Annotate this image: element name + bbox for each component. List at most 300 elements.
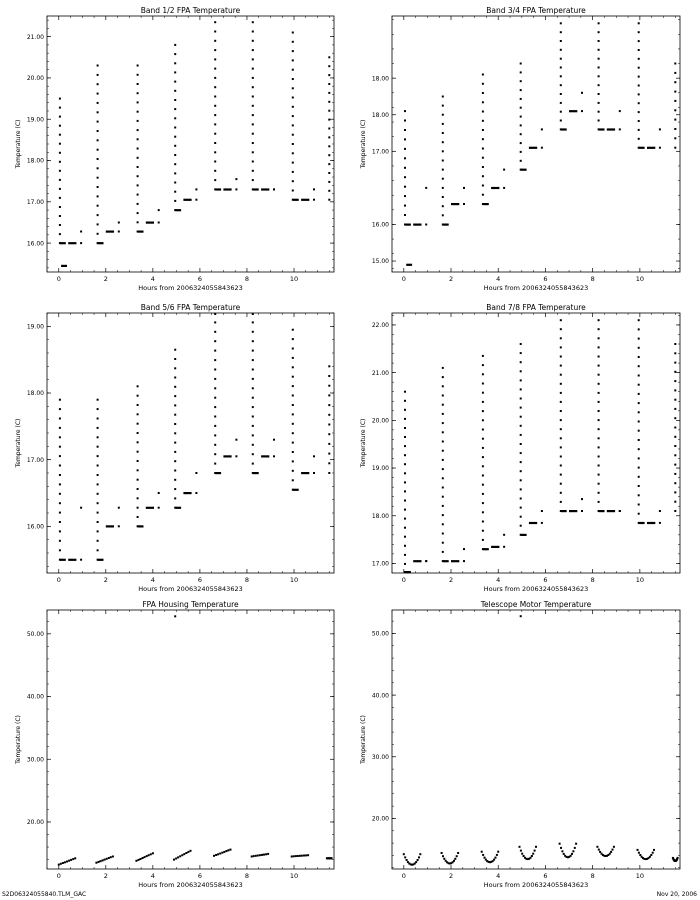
spike-point <box>442 505 444 507</box>
spike-point <box>598 437 600 439</box>
data-point <box>195 199 197 201</box>
spike-point <box>482 148 484 150</box>
spike-point <box>638 93 640 95</box>
motor-point <box>441 852 443 854</box>
housing-point <box>175 858 177 860</box>
x-axis-label: Hours from 2006324055843623 <box>138 881 243 889</box>
spike-point <box>442 542 444 544</box>
spike-point <box>59 143 61 145</box>
spike-point <box>97 130 99 132</box>
spike-point <box>482 111 484 113</box>
spike-point <box>59 125 61 127</box>
housing-point <box>62 862 64 864</box>
spike-point <box>97 195 99 197</box>
spike-point <box>292 87 294 89</box>
data-run <box>183 199 191 201</box>
data-point <box>581 498 583 500</box>
spike-point <box>520 379 522 381</box>
housing-point <box>100 860 102 862</box>
spike-point <box>674 100 676 102</box>
spike-point <box>252 397 254 399</box>
data-point <box>235 455 237 457</box>
spike-point <box>638 328 640 330</box>
spike-point <box>137 516 139 518</box>
spike-point <box>560 75 562 77</box>
spike-point <box>598 383 600 385</box>
spike-point <box>174 136 176 138</box>
housing-point <box>297 855 299 857</box>
data-point <box>463 203 465 205</box>
spike-point <box>292 115 294 117</box>
spike-point <box>404 138 406 140</box>
spike-point <box>214 434 216 436</box>
spike-point <box>59 465 61 467</box>
spike-point <box>674 63 676 65</box>
spike-point <box>442 132 444 134</box>
spike-point <box>674 473 676 475</box>
x-tick-label: 10 <box>635 872 645 880</box>
spike-point <box>560 492 562 494</box>
data-point <box>425 224 427 226</box>
y-tick-label: 19.00 <box>371 465 389 473</box>
spike-point <box>252 434 254 436</box>
x-tick-label: 0 <box>56 872 61 880</box>
spike-point <box>638 76 640 78</box>
spike-point <box>520 107 522 109</box>
y-axis-label: Temperature (C) <box>360 418 367 468</box>
spike-point <box>520 361 522 363</box>
spike-point <box>404 157 406 159</box>
motor-point <box>535 846 537 848</box>
spike-point <box>560 328 562 330</box>
spike-point <box>404 148 406 150</box>
spike-point <box>252 151 254 153</box>
motor-point <box>598 849 600 851</box>
data-run <box>301 199 309 201</box>
data-run <box>529 147 537 149</box>
motor-point <box>638 852 640 854</box>
data-run <box>106 231 114 233</box>
spike-point <box>404 400 406 402</box>
spike-point <box>328 190 330 192</box>
spike-point <box>482 502 484 504</box>
motor-point <box>457 852 459 854</box>
x-tick-label: 0 <box>401 872 406 880</box>
spike-point <box>174 470 176 472</box>
spike-point <box>214 378 216 380</box>
spike-point <box>137 184 139 186</box>
spike-point <box>404 129 406 131</box>
spike-point <box>442 376 444 378</box>
spike-point <box>442 459 444 461</box>
housing-point <box>307 854 309 856</box>
motor-point <box>456 855 458 857</box>
spike-point <box>328 110 330 112</box>
data-run <box>647 147 655 149</box>
spike-point <box>97 493 99 495</box>
spike-point <box>252 49 254 51</box>
spike-point <box>59 179 61 181</box>
data-point <box>463 560 465 562</box>
spike-point <box>520 498 522 500</box>
data-point <box>425 560 427 562</box>
housing-point <box>185 852 187 854</box>
y-axis-label: Temperature (C) <box>15 119 22 169</box>
spike-point <box>598 446 600 448</box>
spike-point <box>404 545 406 547</box>
x-axis-label: Hours from 2006324055843623 <box>483 284 589 292</box>
spike-point <box>520 370 522 372</box>
spike-point <box>560 40 562 42</box>
x-tick-label: 2 <box>448 275 454 283</box>
spike-point <box>598 419 600 421</box>
spike-point <box>404 463 406 465</box>
spike-point <box>252 86 254 88</box>
data-run <box>146 222 154 224</box>
spike-point <box>252 142 254 144</box>
spike-point <box>214 68 216 70</box>
motor-point <box>534 850 536 852</box>
spike-point <box>59 98 61 100</box>
spike-point <box>292 470 294 472</box>
spike-point <box>598 465 600 467</box>
spike-point <box>252 331 254 333</box>
plot-frame <box>47 16 334 272</box>
spike-point <box>97 399 99 401</box>
spike-point <box>560 58 562 60</box>
spike-point <box>404 120 406 122</box>
spike-point <box>482 185 484 187</box>
y-tick-label: 20.00 <box>26 819 44 827</box>
y-tick-label: 50.00 <box>26 631 44 639</box>
motor-point <box>418 856 420 858</box>
spike-point <box>292 413 294 415</box>
motor-point <box>609 853 611 855</box>
data-run <box>106 525 114 527</box>
data-point <box>195 472 197 474</box>
spike-point <box>442 404 444 406</box>
spike-point <box>442 96 444 98</box>
spike-point <box>174 200 176 202</box>
motor-point <box>650 854 652 856</box>
spike-point <box>137 479 139 481</box>
spike-point <box>97 549 99 551</box>
spike-point <box>674 389 676 391</box>
spike-point <box>674 128 676 130</box>
spike-point <box>292 124 294 126</box>
data-run <box>483 548 489 550</box>
spike-point <box>59 493 61 495</box>
plot-frame <box>47 313 334 573</box>
spike-point <box>174 479 176 481</box>
spike-point <box>252 406 254 408</box>
spike-point <box>442 468 444 470</box>
data-run <box>68 242 76 244</box>
x-tick-label: 10 <box>289 872 299 880</box>
spike-point <box>520 407 522 409</box>
data-run <box>413 560 421 562</box>
housing-point <box>301 855 303 857</box>
spike-point <box>59 408 61 410</box>
data-point <box>80 231 82 233</box>
spike-point <box>638 393 640 395</box>
low-point <box>61 265 67 267</box>
spike-point <box>97 436 99 438</box>
housing-point <box>295 855 297 857</box>
motor-point <box>443 858 445 860</box>
spike-point <box>97 223 99 225</box>
spike-point <box>214 387 216 389</box>
spike-point <box>59 116 61 118</box>
spike-point <box>482 355 484 357</box>
spike-point <box>442 395 444 397</box>
x-tick-label: 6 <box>543 576 548 584</box>
spike-point <box>328 65 330 67</box>
spike-point <box>520 470 522 472</box>
spike-point <box>482 493 484 495</box>
spike-point <box>137 404 139 406</box>
spike-point <box>598 75 600 77</box>
spike-point <box>137 111 139 113</box>
spike-point <box>520 388 522 390</box>
motor-point <box>519 846 521 848</box>
spike-point <box>292 134 294 136</box>
spike-point <box>97 408 99 410</box>
spike-point <box>292 171 294 173</box>
spike-point <box>214 96 216 98</box>
motor-point <box>532 853 534 855</box>
spike-point <box>174 432 176 434</box>
spike-point <box>97 455 99 457</box>
y-tick-label: 20.00 <box>371 815 389 823</box>
spike-point <box>252 321 254 323</box>
spike-point <box>404 554 406 556</box>
x-tick-label: 0 <box>401 576 406 584</box>
spike-point <box>520 151 522 153</box>
spike-point <box>97 158 99 160</box>
motor-point <box>560 847 562 849</box>
spike-point <box>59 502 61 504</box>
spike-point <box>59 188 61 190</box>
spike-point <box>598 392 600 394</box>
spike-point <box>137 441 139 443</box>
spike-point <box>174 367 176 369</box>
spike-point <box>560 446 562 448</box>
motor-point <box>453 860 455 862</box>
spike-point <box>560 49 562 51</box>
spike-point <box>59 170 61 172</box>
motor-point <box>493 859 495 861</box>
motor-point <box>497 851 499 853</box>
spike-point <box>560 111 562 113</box>
spike-point <box>482 166 484 168</box>
spike-point <box>442 114 444 116</box>
spike-point <box>137 166 139 168</box>
housing-point <box>267 853 269 855</box>
spike-point <box>674 147 676 149</box>
plot-frame <box>392 610 680 869</box>
spike-point <box>482 465 484 467</box>
data-run <box>175 507 181 509</box>
spike-point <box>252 463 254 465</box>
y-tick-label: 19.00 <box>26 323 44 331</box>
spike-point <box>292 97 294 99</box>
spike-point <box>328 119 330 121</box>
data-run <box>521 534 527 536</box>
data-point <box>313 199 315 201</box>
spike-point <box>252 96 254 98</box>
spike-point <box>674 81 676 83</box>
spike-point <box>292 460 294 462</box>
spike-point <box>404 527 406 529</box>
spike-point <box>174 423 176 425</box>
x-tick-label: 6 <box>543 275 548 283</box>
spike-point <box>560 428 562 430</box>
motor-point <box>639 854 641 856</box>
housing-point <box>263 854 265 856</box>
spike-point <box>638 375 640 377</box>
spike-point <box>292 152 294 154</box>
spike-point <box>674 501 676 503</box>
spike-point <box>560 374 562 376</box>
spike-point <box>59 483 61 485</box>
data-point <box>619 510 621 512</box>
spike-point <box>59 549 61 551</box>
motor-point <box>596 846 598 848</box>
spike-point <box>598 346 600 348</box>
spike-point <box>598 22 600 24</box>
motor-point <box>481 851 483 853</box>
spike-point <box>137 460 139 462</box>
spike-point <box>520 425 522 427</box>
spike-point <box>560 365 562 367</box>
x-tick-label: 2 <box>448 576 454 584</box>
spike-point <box>174 349 176 351</box>
x-tick-label: 2 <box>103 576 108 584</box>
spike-point <box>214 49 216 51</box>
spike-point <box>482 511 484 513</box>
spike-point <box>137 92 139 94</box>
footer-date: Nov 20, 2006 <box>656 891 697 898</box>
y-tick-label: 19.00 <box>26 116 44 124</box>
spike-point <box>214 331 216 333</box>
spike-point <box>252 40 254 42</box>
spike-point <box>328 83 330 85</box>
spike-point <box>638 411 640 413</box>
spike-point <box>638 494 640 496</box>
spike-point <box>638 402 640 404</box>
spike-point <box>442 441 444 443</box>
spike-point <box>97 111 99 113</box>
x-tick-label: 4 <box>150 275 155 283</box>
motor-point <box>653 849 655 851</box>
spike-point <box>328 199 330 201</box>
housing-point <box>104 859 106 861</box>
data-run <box>138 525 144 527</box>
spike-point <box>328 365 330 367</box>
spike-point <box>404 500 406 502</box>
spike-point <box>97 540 99 542</box>
spike-point <box>292 385 294 387</box>
y-tick-label: 17.00 <box>371 148 389 156</box>
data-run <box>405 224 411 226</box>
chart-panel <box>360 303 680 593</box>
data-point <box>541 522 543 524</box>
spike-point <box>560 346 562 348</box>
spike-point <box>482 92 484 94</box>
spike-point <box>674 343 676 345</box>
spike-point <box>520 452 522 454</box>
spike-point <box>137 451 139 453</box>
spike-point <box>59 224 61 226</box>
data-run <box>647 522 655 524</box>
housing-point <box>150 853 152 855</box>
outlier-point <box>520 615 522 617</box>
housing-point <box>215 854 217 856</box>
data-run <box>261 455 269 457</box>
spike-point <box>442 196 444 198</box>
data-point <box>463 187 465 189</box>
spike-point <box>252 313 254 315</box>
spike-point <box>482 120 484 122</box>
motor-point <box>419 853 421 855</box>
spike-point <box>137 497 139 499</box>
spike-point <box>674 109 676 111</box>
spike-point <box>404 418 406 420</box>
data-run <box>599 128 605 130</box>
spike-point <box>520 443 522 445</box>
spike-point <box>174 172 176 174</box>
spike-point <box>328 172 330 174</box>
spike-point <box>174 497 176 499</box>
spike-point <box>252 31 254 33</box>
spike-point <box>214 40 216 42</box>
spike-point <box>214 416 216 418</box>
chart-panel <box>15 600 334 889</box>
spike-point <box>560 337 562 339</box>
spike-point <box>174 62 176 64</box>
spike-point <box>292 366 294 368</box>
spike-point <box>59 399 61 401</box>
x-tick-label: 4 <box>496 872 501 880</box>
spike-point <box>97 167 99 169</box>
spike-point <box>404 214 406 216</box>
spike-point <box>59 134 61 136</box>
spike-point <box>442 523 444 525</box>
data-point <box>659 147 661 149</box>
spike-point <box>292 50 294 52</box>
x-tick-label: 4 <box>496 275 501 283</box>
spike-point <box>174 386 176 388</box>
data-point <box>503 546 505 548</box>
spike-point <box>560 501 562 503</box>
data-point <box>581 110 583 112</box>
housing-point <box>110 856 112 858</box>
data-point <box>581 510 583 512</box>
spike-point <box>520 63 522 65</box>
spike-point <box>252 369 254 371</box>
housing-point <box>293 855 295 857</box>
housing-point <box>213 855 215 857</box>
y-tick-label: 17.00 <box>26 199 44 207</box>
motor-point <box>521 853 523 855</box>
data-point <box>118 231 120 233</box>
spike-point <box>674 454 676 456</box>
spike-point <box>638 513 640 515</box>
spike-point <box>404 509 406 511</box>
spike-point <box>137 129 139 131</box>
spike-point <box>482 364 484 366</box>
